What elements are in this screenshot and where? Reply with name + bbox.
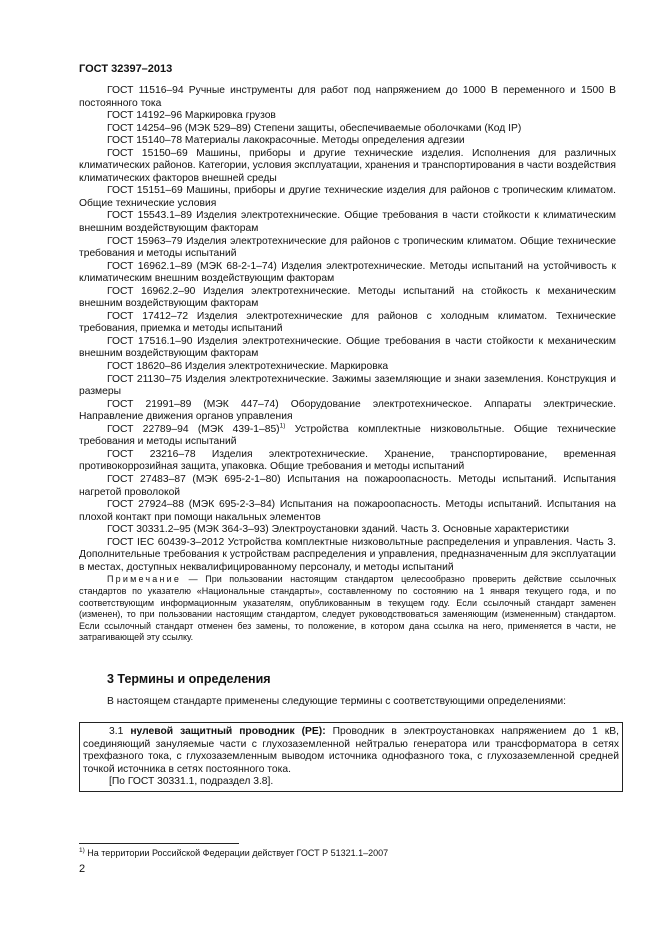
- reference-item: ГОСТ IEC 60439-3–2012 Устройства комплектные низковольтные распределения и управления. Часть 3. Дополнительные требования к устройствам распределения и управления, предназначенным для эксплуатации в местах, доступных неквалифицированному персоналу, и методы испытаний: [79, 536, 616, 573]
- reference-item: ГОСТ 15963–79 Изделия электротехнические для районов с тропическим климатом. Общие технические требования и методы испытаний: [79, 235, 616, 260]
- reference-item: ГОСТ 23216–78 Изделия электротехнические. Хранение, транспортирование, временная противокоррозийная защита, упаковка. Общие требования и методы испытаний: [79, 448, 616, 473]
- reference-item: ГОСТ 27924–88 (МЭК 695-2-3–84) Испытания на пожароопасность. Методы испытаний. Испытания на плохой контакт при помощи накальных элементов: [79, 499, 616, 523]
- reference-item: ГОСТ 14192–96 Маркировка грузов: [107, 110, 276, 122]
- term-number: 3.1: [109, 726, 131, 737]
- reference-item: ГОСТ 21991–89 (МЭК 447–74) Оборудование электротехническое. Аппараты электрические. Направление движения органов управления: [79, 398, 616, 423]
- reference-item: ГОСТ 11516–94 Ручные инструменты для работ под напряжением до 1000 В переменного и 1500 В постоянного тока: [79, 85, 616, 109]
- reference-item: ГОСТ 15150–69 Машины, приборы и другие технические изделия. Исполнения для различных климатических районов. Категории, условия эксплуатации, хранения и транспортирования в части воздействия климатических факторов внешней среды: [79, 147, 616, 184]
- section-intro: В настоящем стандарте применены следующие термины с соответствующими определениями:: [107, 696, 567, 707]
- term-source: [По ГОСТ 30331.1, подраздел 3.8].: [109, 776, 274, 788]
- reference-item: ГОСТ 16962.1–89 (МЭК 68-2-1–74) Изделия электротехнические. Методы испытаний на устойчивость к климатическим внешним воздействующим факторам: [79, 260, 616, 285]
- reference-item: ГОСТ 15151–69 Машины, приборы и другие технические изделия для районов с тропическим климатом. Общие технические условия: [79, 185, 616, 209]
- document-header: ГОСТ 32397–2013: [79, 63, 173, 75]
- reference-item: ГОСТ 15543.1–89 Изделия электротехнические. Общие требования в части стойкости к климатическим внешним воздействующим факторам: [79, 210, 616, 235]
- footnote-marker: 1): [79, 847, 85, 854]
- section-title: 3 Термины и определения: [107, 672, 271, 686]
- reference-item: ГОСТ 27483–87 (МЭК 695-2-1–80) Испытания на пожароопасность. Методы испытаний. Испытания нагретой проволокой: [79, 473, 616, 498]
- reference-item: ГОСТ 15140–78 Материалы лакокрасочные. Методы определения адгезии: [107, 135, 465, 147]
- footnote: [79, 848, 388, 858]
- note-label: Примечание: [107, 574, 182, 585]
- reference-item: ГОСТ 16962.2–90 Изделия электротехнические. Методы испытаний на стойкость к механическим внешним воздействующим факторам: [79, 285, 616, 310]
- footnote-text: На территории Российской Федерации действует ГОСТ Р 51321.1–2007: [84, 848, 389, 858]
- reference-list: [79, 85, 616, 424]
- note-text: — При пользовании настоящим стандартом целесообразно проверить действие ссылочных стандартов по указателю «Национальные стандарты», составленному по состоянию на 1 января текущего года, и по соответствующим информационным указателям, опубликованным в текущем году. Если ссылочный стандарт заменен (изменен), то при пользовании настоящим стандартом, следует руководствоваться заменяющим (измененным) стандартом. Если ссылочный стандарт отменен без замены, то положение, в котором дана ссылка на него, применяется в части, не затрагивающей эту ссылку.: [79, 574, 616, 643]
- reference-list: [79, 449, 616, 574]
- reference-item: [79, 424, 616, 449]
- reference-item: ГОСТ 18620–86 Изделия электротехнические. Маркировка: [107, 361, 389, 373]
- term-entry: [83, 726, 619, 776]
- reference-item: ГОСТ 21130–75 Изделия электротехнические. Зажимы заземляющие и знаки заземления. Конструкция и размеры: [79, 373, 616, 398]
- term-definition-box: [79, 722, 623, 792]
- term-definition: Проводник в электроустановках напряжением до 1 кВ, соединяющий зануляемые части с глухозаземленной нейтралью генератора или трансформатора в сетях трехфазного тока, с глухозаземленным выводом источника однофазного тока, с глухозаземленной средней точкой источника в сетях постоянного тока.: [83, 726, 619, 775]
- reference-item: ГОСТ 14254–96 (МЭК 529–89) Степени защиты, обеспечиваемые оболочками (Код IP): [107, 122, 522, 134]
- reference-item: ГОСТ 17412–72 Изделия электротехнические для районов с холодным климатом. Технические требования, приемка и методы испытаний: [79, 310, 616, 335]
- term-name: нулевой защитный проводник (PE):: [130, 726, 326, 737]
- page-number: 2: [79, 863, 86, 875]
- normative-references: [79, 85, 616, 644]
- reference-text: ГОСТ 22789–94 (МЭК 439-1–85): [107, 423, 280, 435]
- footnote-marker: 1): [279, 422, 286, 430]
- footnote-separator: [79, 843, 239, 844]
- reference-item: ГОСТ 17516.1–90 Изделия электротехнические. Общие требования в части стойкости к механическим внешним воздействующим факторам: [79, 335, 616, 360]
- reference-item: ГОСТ 30331.2–95 (МЭК 364-3–93) Электроустановки зданий. Часть 3. Основные характеристики: [107, 524, 570, 536]
- reference-text: Устройства комплектные низковольтные. Общие технические требования и методы испытаний: [79, 423, 616, 448]
- note: [79, 574, 616, 644]
